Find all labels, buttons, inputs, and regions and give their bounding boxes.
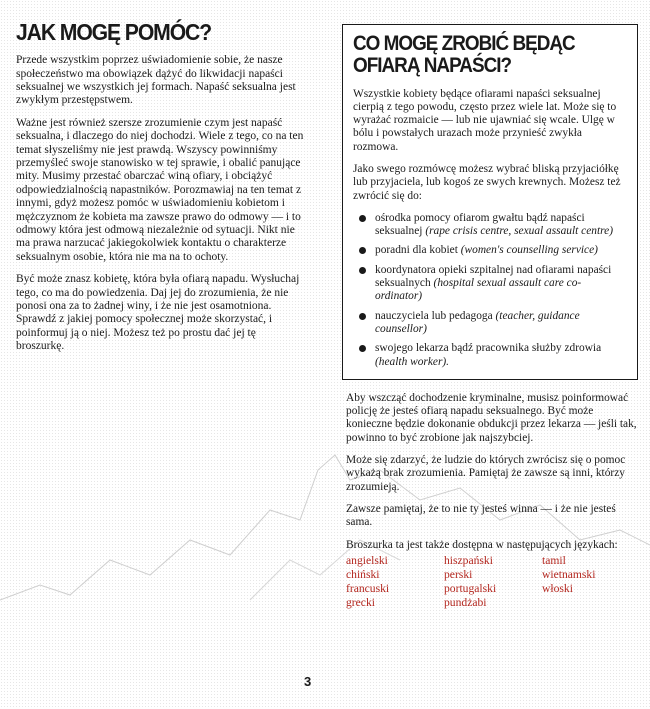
victim-help-box (342, 24, 638, 380)
list-item-english: (teacher, guidance counsellor) (375, 309, 580, 335)
left-column (16, 20, 306, 363)
left-paragraph-1: Przede wszystkim poprzez uświadomienie sobie, że nasze społeczeństwo ma obowiązek dążyć do likwidacji napaści seksualnej we wszystkich jej formach. Napaść seksualna jest zwykłym przestępstwem. (16, 54, 296, 107)
list-item (353, 244, 627, 257)
left-paragraph-3: Być może znasz kobietę, która była ofiarą napadu. Wysłuchaj tego, co ma do powiedzenia. Daj jej do zrozumienia, że nie ponosi ona za to żadnej winy, i że nie jest osamotniona. Sprawdź z jakiej pomocy społecznej może skorzystać, i poinformuj ją o niej. Możesz też po prostu dać jej tę broszurkę. (16, 273, 300, 353)
language-item: francuski (346, 581, 390, 595)
right-lower-text (342, 392, 638, 610)
left-heading: JAK MOGĘ POMÓC? (16, 19, 212, 45)
language-item: wietnamski (542, 567, 596, 581)
list-item-text: ośrodka pomocy ofiarom gwałtu bądź napaści seksualnej (375, 211, 585, 238)
bullet-icon (359, 247, 366, 254)
language-item: angielski (346, 553, 388, 567)
language-item: grecki (346, 595, 375, 609)
language-item: włoski (542, 581, 573, 595)
language-item: hiszpański (444, 553, 493, 567)
language-item: portugalski (444, 581, 497, 595)
language-list (346, 554, 638, 610)
list-item-text: koordynatora opieki szpitalnej nad ofiarami napaści seksualnych (375, 263, 612, 290)
bullet-icon (359, 267, 366, 274)
right-paragraph-4: Broszurka ta jest także dostępna w następujących językach: (346, 538, 618, 551)
language-item: pundżabi (444, 595, 487, 609)
list-item (353, 342, 627, 369)
page-number: 3 (304, 674, 312, 689)
language-item (542, 596, 632, 610)
language-item: chiński (346, 567, 380, 581)
list-item-english: (rape crisis centre, sexual assault centre) (425, 225, 614, 238)
right-paragraph-2: Może się zdarzyć, że ludzie do których zwrócisz się o pomoc wykażą brak zrozumienia. Pamiętaj że zawsze są inni, którzy zrozumieją. (346, 454, 626, 493)
list-item-text: swojego lekarza bądź pracownika służby zdrowia (375, 342, 602, 355)
list-item (353, 264, 627, 304)
list-item (353, 310, 627, 337)
list-item-english: (health worker). (375, 355, 450, 368)
right-column (342, 24, 638, 610)
list-item-english: (women's counselling service) (460, 244, 598, 257)
bullet-icon (359, 215, 366, 222)
box-heading: CO MOGĘ ZROBIĆ BĘDĄC OFIARĄ NAPAŚCI? (353, 32, 575, 78)
right-paragraph-1: Aby wszcząć dochodzenie kryminalne, musisz poinformować policję że jesteś ofiarą napadu seksualnego. Być może konieczne będzie dokonanie obdukcji przez lekarza — jeśli tak, powinno to być zrobione jak najszybciej. (346, 391, 637, 444)
bullet-icon (359, 313, 366, 320)
list-item-text: poradni dla kobiet (375, 244, 458, 257)
box-paragraph-2: Jako swego rozmówcę możesz wybrać bliską przyjaciółkę lub przyjaciela, lub kogoś ze swych krewnych. Możesz też zwrócić się do: (353, 162, 621, 202)
list-item-text: nauczyciela lub pedagoga (375, 309, 493, 322)
help-list (353, 212, 627, 369)
list-item-english: (hospital sexual assault care co-ordinator) (375, 277, 582, 303)
box-paragraph-1: Wszystkie kobiety będące ofiarami napaści seksualnej cierpią z tego powodu, często przez wiele lat. Może się to wyrażać rozmaicie — lub nie ujawniać się wcale. Ulgę w bólu i powstałych urazach może przynieść zwykła rozmowa. (353, 87, 617, 153)
language-item: perski (444, 567, 473, 581)
bullet-icon (359, 345, 366, 352)
language-item: tamil (542, 553, 566, 567)
list-item (353, 212, 627, 239)
right-paragraph-3: Zawsze pamiętaj, że to nie ty jesteś winna — i że nie jesteś sama. (346, 502, 616, 529)
left-paragraph-2: Ważne jest również szersze zrozumienie czym jest napaść seksualna, i dlaczego do niej dochodzi. Wiele z tego, co na ten temat słyszeliśmy nie jest prawdą. Wszyscy powinniśmy przemyśleć swoje stanowisko w tej sprawie, i obalić panujące mity. Musimy przestać obarczać winą ofiary, i obciążyć odpowiedzialnością napastników. Porozmawiaj na ten temat z innymi, gdyż możesz pomóc w uświadomieniu kobietom i mężczyznom że kobieta ma zawsze prawo do odmowy — i to odmowy która jest odmową niezależnie od sytuacji. Nikt nie ma prawa narzucać jakiegokolwiek kontaktu o charakterze seksualnym osobie, która nie ma na to ochoty. (16, 116, 304, 263)
